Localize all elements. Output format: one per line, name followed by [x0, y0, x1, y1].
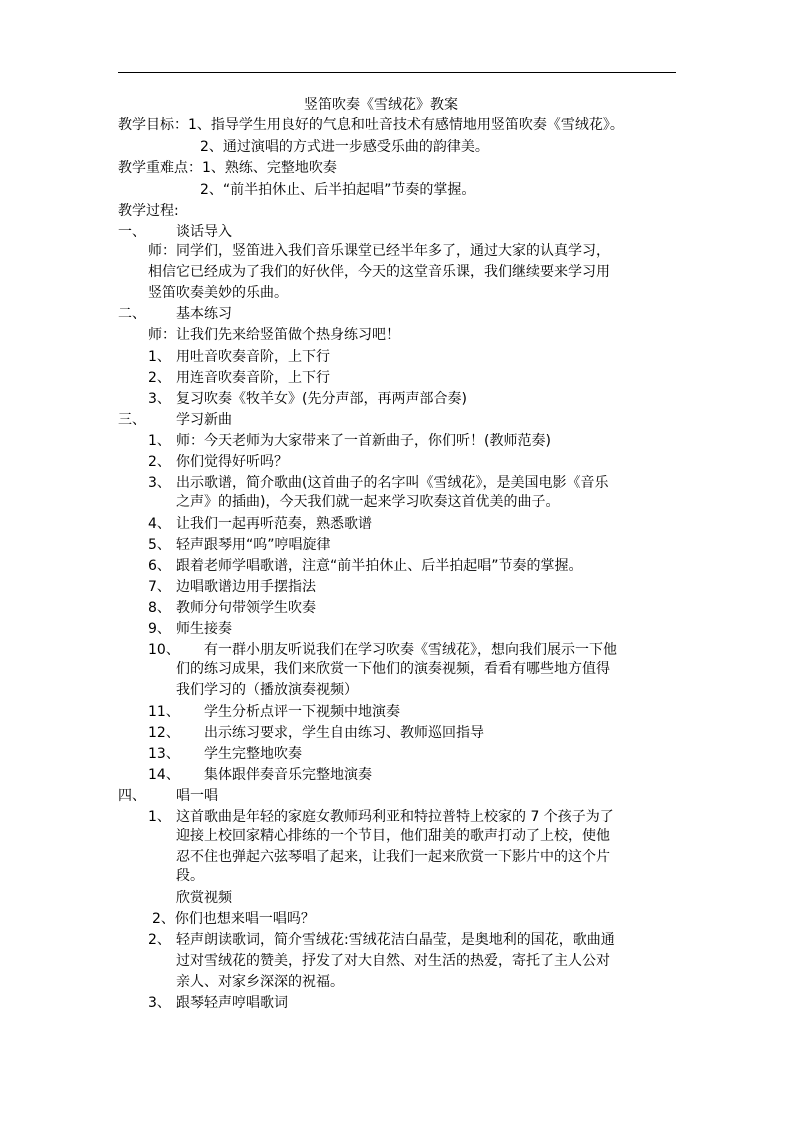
text-line: 相信它已经成为了我们的好伙伴，今天的这堂音乐课，我们继续要来学习用: [148, 264, 610, 280]
text-line: 1、: [148, 349, 171, 365]
text-line: 让我们一起再听范奏，熟悉歌谱: [176, 516, 372, 532]
text-line: 轻声朗读歌词，简介雪绒花:雪绒花洁白晶莹，是奥地利的国花，歌曲通: [176, 932, 615, 948]
text-line: 2、: [148, 370, 171, 386]
text-line: 跟着老师学唱歌谱，注意“前半拍休止、后半拍起唱”节奏的掌握。: [176, 558, 583, 574]
text-line: 集体跟伴奏音乐完整地演奏: [204, 767, 372, 783]
text-line: 边唱歌谱边用手摆指法: [176, 579, 316, 595]
text-line: 10、: [148, 642, 180, 658]
text-line: 11、: [148, 704, 180, 720]
text-line: 这首歌曲是年轻的家庭女教师玛利亚和特拉普特上校家的 7 个孩子为了: [176, 809, 614, 825]
text-line: 有一群小朋友听说我们在学习吹奏《雪绒花》，想向我们展示一下他: [204, 642, 617, 658]
text-line: 段。: [176, 868, 204, 884]
text-line: 之声》的插曲)，今天我们就一起来学习吹奏这首优美的曲子。: [176, 494, 560, 510]
text-line: 用吐音吹奏音阶，上下行: [176, 349, 330, 365]
text-line: 三、: [118, 412, 146, 428]
text-line: 3、: [148, 995, 171, 1011]
text-line: 一、: [118, 224, 146, 240]
text-line: 唱一唱: [176, 788, 218, 804]
text-line: 教师分句带领学生吹奏: [176, 600, 316, 616]
text-line: 12、: [148, 725, 180, 741]
text-line: 14、: [148, 767, 180, 783]
text-line: 师生接奏: [176, 621, 232, 637]
text-line: 忍不住也弹起六弦琴唱了起来，让我们一起来欣赏一下影片中的这个片: [176, 849, 610, 865]
text-line: 学生分析点评一下视频中地演奏: [204, 704, 400, 720]
text-line: 3、: [148, 391, 171, 407]
text-line: 过对雪绒花的赞美，抒发了对大自然、对生活的热爱，寄托了主人公对: [176, 953, 610, 969]
header-rule: [118, 72, 676, 73]
text-line: 基本练习: [176, 306, 232, 322]
text-line: 1、: [148, 809, 171, 825]
text-line: 师：让我们先来给竖笛做个热身练习吧！: [148, 327, 400, 343]
text-line: 二、: [118, 306, 146, 322]
text-line: 师：同学们，竖笛进入我们音乐课堂已经半年多了，通过大家的认真学习，: [148, 243, 610, 259]
text-line: 7、: [148, 579, 171, 595]
text-line: 们的练习成果，我们来欣赏一下他们的演奏视频，看看有哪些地方值得: [176, 661, 610, 677]
text-line: 4、: [148, 516, 171, 532]
text-line: 出示练习要求，学生自由练习、教师巡回指导: [204, 725, 484, 741]
text-line: 3、: [148, 475, 171, 491]
text-line: 学生完整地吹奏: [204, 746, 302, 762]
text-line: 6、: [148, 558, 171, 574]
text-line: 你们觉得好听吗？: [176, 454, 288, 470]
text-line: 谈话导入: [176, 224, 232, 240]
text-line: 2、: [148, 932, 171, 948]
text-line: 我们学习的（播放演奏视频）: [176, 682, 358, 698]
text-line: 教学重难点：1、熟练、完整地吹奏: [118, 160, 337, 176]
text-line: 欣赏视频: [176, 890, 232, 906]
text-line: 2、: [148, 454, 171, 470]
text-line: 教学目标：1、指导学生用良好的气息和吐音技术有感情地用竖笛吹奏《雪绒花》。: [118, 117, 624, 133]
text-line: 亲人、对家乡深深的祝福。: [176, 974, 344, 990]
text-line: 学习新曲: [176, 412, 232, 428]
text-line: 四、: [118, 788, 146, 804]
text-line: 1、: [148, 433, 171, 449]
text-line: 2、通过演唱的方式进一步感受乐曲的韵律美。: [200, 139, 489, 155]
text-line: 13、: [148, 746, 180, 762]
text-line: 竖笛吹奏美妙的乐曲。: [148, 285, 288, 301]
text-line: 迎接上校回家精心排练的一个节目，他们甜美的歌声打动了上校，使他: [176, 828, 610, 844]
text-line: 2、你们也想来唱一唱吗？: [152, 911, 315, 927]
text-line: 5、: [148, 537, 171, 553]
text-line: 2、“前半拍休止、后半拍起唱”节奏的掌握。: [200, 182, 476, 198]
text-line: 轻声跟琴用“呜”哼唱旋律: [176, 537, 331, 553]
text-line: 复习吹奏《牧羊女》(先分声部，再两声部合奏): [176, 391, 467, 407]
text-line: 用连音吹奏音阶，上下行: [176, 370, 330, 386]
text-line: 出示歌谱，简介歌曲(这首曲子的名字叫《雪绒花》，是美国电影《音乐: [176, 475, 609, 491]
text-line: 跟琴轻声哼唱歌词: [176, 995, 288, 1011]
text-line: 9、: [148, 621, 171, 637]
text-line: 8、: [148, 600, 171, 616]
text-line: 师：今天老师为大家带来了一首新曲子，你们听！(教师范奏): [176, 433, 551, 449]
document-title: 竖笛吹奏《雪绒花》教案: [304, 97, 458, 113]
text-line: 教学过程:: [118, 203, 179, 219]
